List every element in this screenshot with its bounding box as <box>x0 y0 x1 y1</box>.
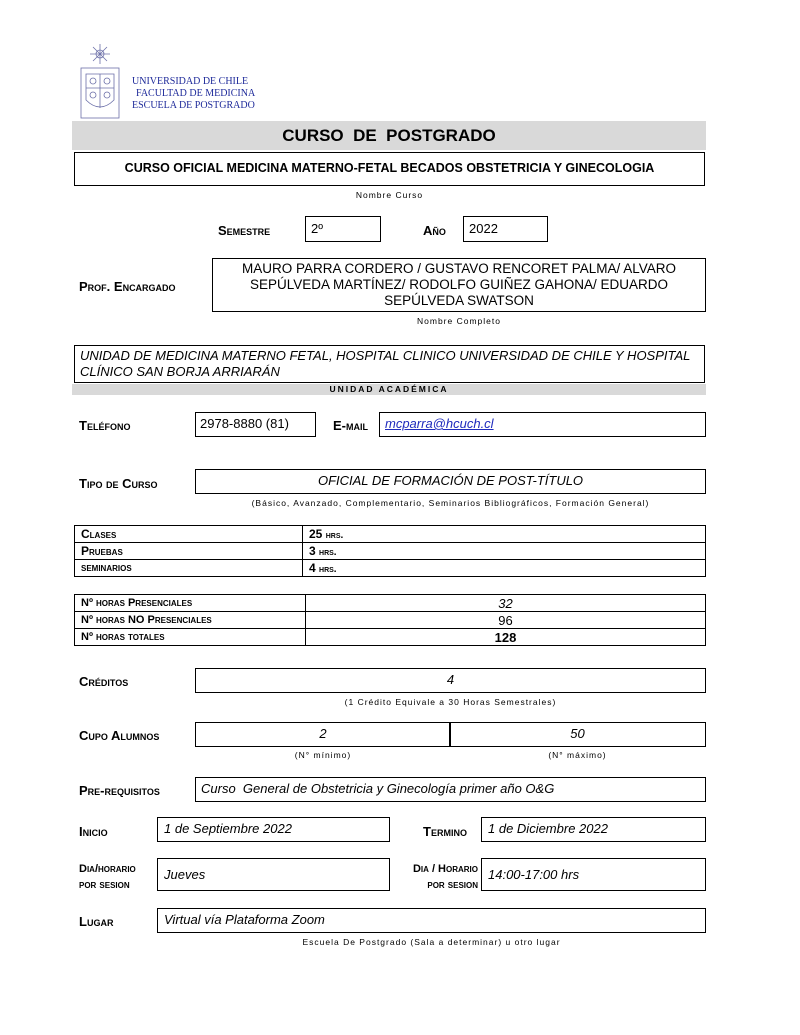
hours-value: 128 <box>306 629 706 646</box>
academic-unit-caption: UNIDAD ACADÉMICA <box>72 384 706 395</box>
place-value: Virtual vía Plataforma Zoom <box>157 908 706 933</box>
activity-value: 25 hrs. <box>303 526 706 543</box>
quota-max-value: 50 <box>449 722 706 747</box>
course-name-field: CURSO OFICIAL MEDICINA MATERNO-FETAL BECADOS OBSTETRICIA Y GINECOLOGIA <box>74 152 705 186</box>
start-value: 1 de Septiembre 2022 <box>157 817 390 842</box>
quota-min-value: 2 <box>195 722 451 747</box>
hours-value: 32 <box>306 595 706 612</box>
activities-table <box>74 525 706 577</box>
table-row <box>75 595 706 612</box>
course-type-label: Tipo de Curso <box>79 476 158 491</box>
course-name-caption: Nombre Curso <box>355 190 424 200</box>
phone-label: Teléfono <box>79 418 131 433</box>
end-label: Termino <box>423 824 467 839</box>
time-value: 14:00-17:00 hrs <box>481 858 706 891</box>
year-label: Año <box>423 223 446 238</box>
page-title: CURSO DE POSTGRADO <box>282 126 496 145</box>
semester-label: Semestre <box>218 223 271 238</box>
time-schedule-label: Dia / Horario por sesion <box>412 863 478 891</box>
table-row <box>75 560 706 577</box>
credits-label: Créditos <box>79 674 129 689</box>
professor-field: MAURO PARRA CORDERO / GUSTAVO RENCORET PALMA/ ALVARO SEPÚLVEDA MARTÍNEZ/ RODOLFO GUIÑEZ GAHONA/ EDUARDO SEPÚLVEDA SWATSON <box>212 258 706 312</box>
email-label: E-mail <box>333 418 368 433</box>
quota-label: Cupo Alumnos <box>79 728 160 743</box>
activity-value: 3 hrs. <box>303 543 706 560</box>
phone-value: 2978-8880 (81) <box>195 412 316 437</box>
faculty-name: FACULTAD DE MEDICINA <box>136 88 256 99</box>
course-type-caption: (Básico, Avanzado, Complementario, Seminarios Bibliográficos, Formación General) <box>251 498 650 508</box>
prerequisites-label: Pre-requisitos <box>79 783 160 798</box>
hours-table <box>74 594 706 646</box>
school-name: ESCUELA DE POSTGRADO <box>132 100 255 111</box>
prerequisites-value: Curso General de Obstetricia y Ginecología primer año O&G <box>195 777 706 802</box>
year-value: 2022 <box>463 216 548 242</box>
email-field <box>379 412 706 437</box>
activity-label: seminarios <box>75 560 303 577</box>
professor-label: Prof. Encargado <box>79 279 176 294</box>
hours-label: Nº horas NO Presenciales <box>75 612 306 629</box>
academic-unit-field: UNIDAD DE MEDICINA MATERNO FETAL, HOSPITAL CLINICO UNIVERSIDAD DE CHILE Y HOSPITAL CLÍNICO SAN BORJA ARRIARÁN <box>74 345 705 383</box>
day-value: Jueves <box>157 858 390 891</box>
email-link[interactable]: mcparra@hcuch.cl <box>385 416 494 431</box>
activity-label: Clases <box>75 526 303 543</box>
start-label: Inicio <box>79 824 108 839</box>
place-caption: Escuela De Postgrado (Sala a determinar) u otro lugar <box>302 937 561 947</box>
university-name: UNIVERSIDAD DE CHILE <box>132 76 249 87</box>
table-row <box>75 629 706 646</box>
table-row <box>75 543 706 560</box>
quota-max-caption: (N° máximo) <box>548 750 607 760</box>
quota-min-caption: (N° mínimo) <box>294 750 352 760</box>
activity-label: Pruebas <box>75 543 303 560</box>
credits-value: 4 <box>195 668 706 693</box>
hours-label: Nº horas totales <box>75 629 306 646</box>
professor-caption: Nombre Completo <box>417 316 501 326</box>
page-title-bar <box>72 121 706 150</box>
course-type-value: OFICIAL DE FORMACIÓN DE POST-TÍTULO <box>195 469 706 494</box>
semester-value: 2º <box>305 216 381 242</box>
university-seal-icon <box>78 42 122 120</box>
hours-value: 96 <box>306 612 706 629</box>
hours-label: Nº horas Presenciales <box>75 595 306 612</box>
credits-caption: (1 Crédito Equivale a 30 Horas Semestrales) <box>344 697 557 707</box>
place-label: Lugar <box>79 914 114 929</box>
day-schedule-label: Dia/horario por sesion <box>79 863 136 891</box>
activity-value: 4 hrs. <box>303 560 706 577</box>
end-value: 1 de Diciembre 2022 <box>481 817 706 842</box>
institution-block <box>132 76 255 112</box>
table-row <box>75 612 706 629</box>
table-row <box>75 526 706 543</box>
